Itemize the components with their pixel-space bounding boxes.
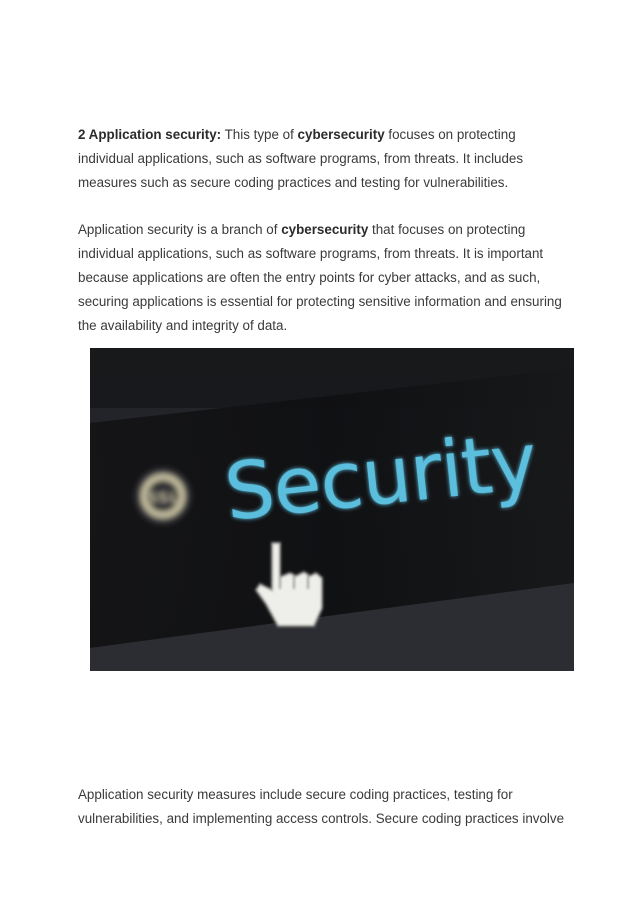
paragraph-application-security-intro xyxy=(78,123,568,195)
bold-term: cybersecurity xyxy=(297,127,385,142)
security-word: Security xyxy=(220,416,541,539)
paragraph-text: This type of xyxy=(221,127,298,142)
security-screen-image xyxy=(90,348,574,671)
paragraph-text: that focuses on protecting individual applications, such as software programs, from threats. It is important because applications are often the entry points for cyber attacks, and as such, securing applications is essential for protecting sensitive information and ensuring the availability and integrity of data. xyxy=(78,222,562,333)
section-heading: 2 Application security: xyxy=(78,127,222,142)
ssl-badge-label: SSL xyxy=(146,488,180,507)
paragraph-application-security-definition xyxy=(78,218,568,338)
paragraph-application-security-measures xyxy=(78,783,568,831)
paragraph-text: Application security measures include secure coding practices, testing for vulnerabilities, and implementing access controls. Secure coding practices involve xyxy=(78,787,565,826)
paragraph-text: focuses on protecting individual applications, such as software programs, from threats. It includes measures such as secure coding practices and testing for vulnerabilities. xyxy=(78,127,524,190)
security-screen-illustration xyxy=(90,348,574,671)
bold-term: cybersecurity xyxy=(281,222,369,237)
paragraph-text: Application security is a branch of xyxy=(78,222,282,237)
